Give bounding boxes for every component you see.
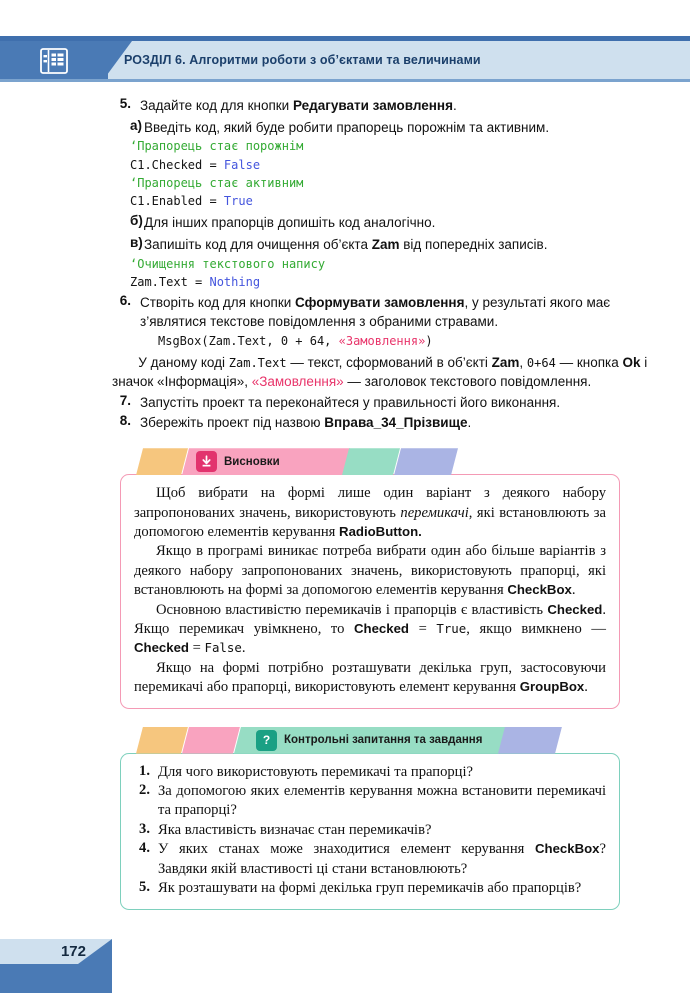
note-code-1: Zam.Text bbox=[228, 355, 287, 370]
tab-teal[interactable] bbox=[342, 448, 400, 475]
p2-control-name: CheckBox bbox=[507, 582, 572, 598]
exercise-item-8 bbox=[112, 413, 680, 432]
p3-part-10: . bbox=[241, 640, 246, 657]
tab-shape-orange bbox=[136, 727, 188, 754]
question-item bbox=[134, 821, 606, 840]
tab-pink-visnovky[interactable] bbox=[182, 448, 350, 475]
note-red-term: «Замовлення» bbox=[251, 373, 344, 389]
p3-prop-2: Checked bbox=[354, 621, 409, 637]
exercise-text-before: Створіть код для кнопки bbox=[140, 295, 296, 311]
exercise-bold-term: Вправа_34_Прізвище bbox=[324, 415, 468, 431]
subitem-5a bbox=[112, 118, 680, 137]
question-text: За допомогою яких елементів керування можна встановити перемикачі та прапорці? bbox=[158, 783, 606, 819]
svg-text:?: ? bbox=[262, 733, 271, 748]
q4-control-name: CheckBox bbox=[535, 841, 600, 857]
object-name: Zam bbox=[371, 237, 400, 253]
question-item bbox=[134, 763, 606, 782]
subitem-text-part1: Запишіть код для очищення об’єкта bbox=[144, 237, 372, 253]
exercise-text bbox=[140, 96, 680, 115]
code-keyword: False bbox=[223, 157, 261, 172]
exercise-text bbox=[140, 293, 680, 331]
question-number: 5. bbox=[139, 879, 150, 896]
code-string: «Замовлення» bbox=[338, 334, 426, 349]
tab-teal-questions[interactable] bbox=[234, 727, 506, 754]
p2-part-0: Якщо в програмі виникає потреба вибрати один або більше варіантів з деякого набору запропонованих значень, використовують прапорці, які встановлюють на формі за допомогою елементів керування bbox=[134, 543, 606, 599]
exercise-item-7 bbox=[112, 393, 680, 412]
question-text: Яка властивість визначає стан перемикачів? bbox=[158, 821, 432, 838]
exercise-text-after: . bbox=[452, 98, 457, 113]
subitem-text-part2: від попередніх записів. bbox=[399, 237, 548, 253]
p3-part-8: = bbox=[188, 640, 205, 657]
note-part-2: — текст, сформований в об’єкті bbox=[286, 354, 492, 370]
question-number: 4. bbox=[139, 840, 150, 857]
subitem-text: Для інших прапорців допишіть код аналогічно. bbox=[144, 215, 436, 231]
code-block-6 bbox=[112, 332, 680, 350]
p3-part-0: Основною властивістю перемикачів і прапорців є властивість bbox=[156, 601, 548, 618]
tab-pink[interactable] bbox=[182, 727, 240, 754]
tab-blue[interactable] bbox=[498, 727, 562, 754]
subitem-5v bbox=[112, 235, 680, 254]
questions-list bbox=[134, 763, 606, 899]
question-text: Як розташувати на формі декілька груп перемикачів або прапорців? bbox=[158, 880, 582, 897]
note-part-4: — кнопка bbox=[555, 354, 623, 370]
code-plain-tail: ) bbox=[425, 334, 433, 349]
p1-part-2: , які встановлюють за допомогою елементів керування bbox=[134, 504, 606, 541]
subitem-text: Введіть код, який буде робити прапорець порожнім та активним. bbox=[144, 120, 550, 136]
exercise-bold-term: Сформувати замовлення bbox=[295, 295, 465, 311]
conclusions-text bbox=[134, 484, 606, 697]
note-bold-2: Ok bbox=[622, 354, 641, 370]
p1-control-name: RadioButton. bbox=[339, 524, 422, 540]
conclusion-paragraph-2 bbox=[134, 542, 606, 600]
p4-part-0: Якщо на формі потрібно розташувати декілька груп, застосовуючи перемикачі або прапорці, використовують елемент керування bbox=[134, 659, 606, 696]
code-keyword: Nothing bbox=[209, 274, 261, 289]
code-plain: MsgBox(Zam.Text, 0 + 64, bbox=[158, 334, 339, 349]
note-part-5: і значок «Інформація», bbox=[112, 354, 648, 389]
exercise-number: 8. bbox=[119, 413, 131, 429]
conclusions-content bbox=[120, 474, 620, 708]
note-code-2: 0+64 bbox=[526, 355, 556, 370]
page-content bbox=[112, 96, 680, 910]
page-header bbox=[0, 36, 690, 84]
tab-orange[interactable] bbox=[136, 448, 188, 475]
exercise-text bbox=[140, 393, 680, 412]
note-part-1: У даному коді bbox=[138, 354, 229, 370]
p3-part-6: , якщо вимкнено — bbox=[466, 621, 606, 638]
tab-shape-blue bbox=[498, 727, 562, 754]
q4-part-2: ? Завдяки якій властивості ці стани встановлюють? bbox=[158, 841, 606, 877]
download-icon bbox=[196, 451, 217, 472]
p3-prop-3: Checked bbox=[134, 640, 189, 656]
note-bold-1: Zam bbox=[491, 354, 520, 370]
p3-prop-1: Checked bbox=[547, 601, 603, 617]
exercise-text bbox=[140, 413, 680, 432]
p3-value-false: False bbox=[204, 640, 242, 656]
header-bottom-rule bbox=[0, 79, 690, 82]
exercise-item-5 bbox=[112, 96, 680, 115]
exercise-text-after: . bbox=[467, 415, 472, 431]
note-part-3: , bbox=[519, 354, 527, 370]
code-comment: ‘Очищення текстового напису bbox=[130, 256, 326, 271]
tab-shape-blue bbox=[394, 448, 458, 475]
exercise-number: 7. bbox=[119, 392, 131, 408]
code-comment: ‘Прапорець стає активним bbox=[130, 175, 304, 190]
exercise-text-after: , у результаті якого має з’являтися текстове повідомлення з обраними стравами. bbox=[140, 295, 611, 330]
exercise-number: 6. bbox=[119, 293, 131, 309]
p1-italic: перемикачі bbox=[400, 504, 469, 521]
conclusion-paragraph-3 bbox=[134, 601, 606, 659]
questions-box bbox=[120, 727, 620, 910]
code-block-5a bbox=[112, 137, 680, 210]
exercise-text-before: Запустіть проект та переконайтеся у правильності його виконання. bbox=[140, 394, 561, 410]
code-keyword: True bbox=[223, 194, 253, 209]
question-number: 2. bbox=[139, 782, 150, 799]
exercise-6-note bbox=[112, 353, 680, 391]
page-number: 172 bbox=[60, 943, 86, 960]
tab-shape-teal bbox=[342, 448, 400, 475]
note-part-6: — заголовок текстового повідомлення. bbox=[343, 373, 592, 389]
tab-blue[interactable] bbox=[394, 448, 458, 475]
p1-part-0: Щоб вибрати на формі лише один варіант з деякого набору запропонованих значень, використовують bbox=[134, 485, 606, 521]
tab-shape-pink bbox=[182, 727, 240, 754]
spreadsheet-icon bbox=[40, 48, 68, 74]
question-number: 3. bbox=[139, 820, 150, 837]
subitem-label: в) bbox=[130, 235, 143, 251]
exercise-text-before: Задайте код для кнопки bbox=[140, 98, 293, 113]
p4-part-2: . bbox=[584, 679, 588, 696]
tab-shape-orange bbox=[136, 448, 188, 475]
question-text bbox=[158, 840, 606, 879]
tab-orange[interactable] bbox=[136, 727, 188, 754]
questions-tab-label: Контрольні запитання та завдання bbox=[284, 734, 483, 747]
exercise-number: 5. bbox=[119, 96, 131, 111]
code-plain: Zam.Text = bbox=[130, 274, 210, 289]
exercise-bold-term: Редагувати замовлення bbox=[292, 98, 453, 113]
question-icon bbox=[256, 730, 277, 751]
code-comment: ‘Прапорець стає порожнім bbox=[130, 139, 304, 154]
p4-control-name: GroupBox bbox=[519, 679, 585, 695]
question-item bbox=[134, 840, 606, 879]
conclusion-paragraph-1 bbox=[134, 484, 606, 542]
p2-part-2: . bbox=[571, 582, 576, 599]
questions-content bbox=[120, 753, 620, 910]
subitem-5b bbox=[112, 213, 680, 232]
question-number: 1. bbox=[139, 762, 150, 779]
code-block-5v bbox=[112, 255, 680, 291]
question-item bbox=[134, 879, 606, 898]
q4-part-0: У яких станах може знаходитися елемент керування bbox=[158, 841, 536, 858]
question-item bbox=[134, 782, 606, 821]
footer-dark-band bbox=[0, 964, 112, 993]
p3-part-4: = bbox=[408, 621, 437, 638]
conclusions-tab-label: Висновки bbox=[224, 455, 280, 468]
exercise-item-6 bbox=[112, 293, 680, 331]
conclusion-paragraph-4 bbox=[134, 659, 606, 698]
conclusions-tabs bbox=[120, 448, 620, 475]
note-indent-spacer bbox=[112, 355, 138, 370]
code-plain: C1.Enabled = bbox=[130, 194, 224, 209]
page-footer bbox=[0, 927, 690, 993]
subitem-label: а) bbox=[130, 118, 143, 134]
questions-tabs bbox=[120, 727, 620, 754]
subitem-label: б) bbox=[130, 213, 143, 229]
p3-value-true: True bbox=[436, 621, 467, 637]
code-plain: C1.Checked = bbox=[130, 157, 224, 172]
exercise-text-before: Збережіть проект під назвою bbox=[140, 415, 325, 431]
chapter-title: РОЗДІЛ 6. Алгоритми роботи з об’єктами та величинами bbox=[124, 53, 481, 67]
p3-part-2: . Якщо перемикач увімкнено, то bbox=[134, 601, 606, 638]
conclusions-box bbox=[120, 448, 620, 708]
subitem-text bbox=[144, 235, 680, 254]
question-text: Для чого використовують перемикачі та прапорці? bbox=[158, 763, 474, 780]
